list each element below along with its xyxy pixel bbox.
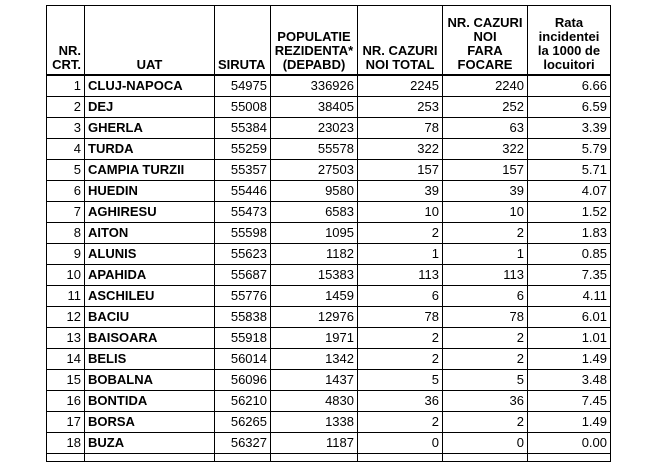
siruta-code: 56327 (215, 432, 271, 453)
table-header (47, 6, 611, 75)
populatie-value: 1437 (271, 369, 358, 390)
table-row (47, 411, 611, 432)
populatie-value: 9580 (271, 180, 358, 201)
table-row (47, 75, 611, 97)
header-uat: UAT (85, 6, 215, 75)
uat-name: BONTIDA (85, 390, 215, 411)
cazuri-total-value: 36 (358, 390, 443, 411)
uat-name: DEJ (85, 96, 215, 117)
rata-incidentei-value: 1.49 (528, 411, 611, 432)
row-number: 7 (47, 201, 85, 222)
uat-name: HUEDIN (85, 180, 215, 201)
table-row (47, 180, 611, 201)
uat-name: AGHIRESU (85, 201, 215, 222)
incidence-table-container (46, 5, 611, 462)
cazuri-fara-focare-value: 252 (443, 96, 528, 117)
row-number: 15 (47, 369, 85, 390)
populatie-value: 1338 (271, 411, 358, 432)
uat-name: BAISOARA (85, 327, 215, 348)
rata-incidentei-value: 0.85 (528, 243, 611, 264)
table-row (47, 117, 611, 138)
cazuri-total-value: 2 (358, 348, 443, 369)
cazuri-fara-focare-value: 36 (443, 390, 528, 411)
table-row (47, 96, 611, 117)
cazuri-fara-focare-value: 63 (443, 117, 528, 138)
uat-name: BACIU (85, 306, 215, 327)
cazuri-total-value: 10 (358, 201, 443, 222)
header-nr-crt: NR. CRT. (47, 6, 85, 75)
cazuri-total-value: 322 (358, 138, 443, 159)
rata-incidentei-value: 5.79 (528, 138, 611, 159)
uat-name: AITON (85, 222, 215, 243)
cazuri-total-value: 2 (358, 222, 443, 243)
row-number: 14 (47, 348, 85, 369)
uat-name: CLUJ-NAPOCA (85, 75, 215, 97)
cazuri-total-value: 2245 (358, 75, 443, 97)
siruta-code: 55838 (215, 306, 271, 327)
rata-incidentei-value: 0.00 (528, 432, 611, 453)
rata-incidentei-value: 4.07 (528, 180, 611, 201)
cazuri-total-value: 6 (358, 285, 443, 306)
cazuri-fara-focare-value: 6 (443, 285, 528, 306)
header-cazuri-total: NR. CAZURI NOI TOTAL (358, 6, 443, 75)
cazuri-total-value: 253 (358, 96, 443, 117)
cazuri-total-value: 2 (358, 411, 443, 432)
cazuri-total-value: 113 (358, 264, 443, 285)
rata-incidentei-value: 6.59 (528, 96, 611, 117)
siruta-code: 55776 (215, 285, 271, 306)
table-row (47, 138, 611, 159)
rata-incidentei-value: 7.35 (528, 264, 611, 285)
populatie-value: 55578 (271, 138, 358, 159)
siruta-code: 56014 (215, 348, 271, 369)
table-row (47, 432, 611, 453)
row-number: 1 (47, 75, 85, 97)
uat-name: BUZA (85, 432, 215, 453)
siruta-code: 55384 (215, 117, 271, 138)
rata-incidentei-value: 1.01 (528, 327, 611, 348)
siruta-code: 55598 (215, 222, 271, 243)
cazuri-total-value: 5 (358, 369, 443, 390)
rata-incidentei-value: 6.01 (528, 306, 611, 327)
uat-name: BORSA (85, 411, 215, 432)
populatie-value: 23023 (271, 117, 358, 138)
row-number: 5 (47, 159, 85, 180)
rata-incidentei-value: 1.49 (528, 348, 611, 369)
rata-incidentei-value: 5.71 (528, 159, 611, 180)
populatie-value: 15383 (271, 264, 358, 285)
populatie-value: 4830 (271, 390, 358, 411)
cazuri-fara-focare-value: 157 (443, 159, 528, 180)
cazuri-total-value: 39 (358, 180, 443, 201)
row-number: 3 (47, 117, 85, 138)
rata-incidentei-value: 6.66 (528, 75, 611, 97)
siruta-code: 54975 (215, 75, 271, 97)
uat-name: CAMPIA TURZII (85, 159, 215, 180)
uat-name: APAHIDA (85, 264, 215, 285)
cazuri-fara-focare-value: 1 (443, 243, 528, 264)
table-row (47, 306, 611, 327)
siruta-code: 56210 (215, 390, 271, 411)
table-row (47, 285, 611, 306)
cazuri-fara-focare-value: 2 (443, 348, 528, 369)
incidence-table (46, 5, 611, 462)
row-number: 9 (47, 243, 85, 264)
cazuri-fara-focare-value: 322 (443, 138, 528, 159)
uat-name: ALUNIS (85, 243, 215, 264)
cazuri-fara-focare-value: 2 (443, 411, 528, 432)
row-number: 10 (47, 264, 85, 285)
siruta-code: 56096 (215, 369, 271, 390)
table-row (47, 243, 611, 264)
siruta-code: 55446 (215, 180, 271, 201)
populatie-value: 6583 (271, 201, 358, 222)
uat-name: BELIS (85, 348, 215, 369)
rata-incidentei-value: 4.11 (528, 285, 611, 306)
cazuri-total-value: 1 (358, 243, 443, 264)
rata-incidentei-value: 1.52 (528, 201, 611, 222)
table-row (47, 327, 611, 348)
cazuri-fara-focare-value: 2240 (443, 75, 528, 97)
row-number: 13 (47, 327, 85, 348)
populatie-value: 1182 (271, 243, 358, 264)
cazuri-fara-focare-value: 113 (443, 264, 528, 285)
cazuri-fara-focare-value: 0 (443, 432, 528, 453)
cazuri-total-value: 78 (358, 306, 443, 327)
table-body (47, 75, 611, 462)
table-row (47, 264, 611, 285)
header-populatie: POPULATIE REZIDENTA* (DEPABD) (271, 6, 358, 75)
uat-name: GHERLA (85, 117, 215, 138)
siruta-code: 55623 (215, 243, 271, 264)
populatie-value: 1342 (271, 348, 358, 369)
table-row (47, 222, 611, 243)
rata-incidentei-value: 1.83 (528, 222, 611, 243)
cazuri-total-value: 0 (358, 432, 443, 453)
row-number: 2 (47, 96, 85, 117)
populatie-value: 1187 (271, 432, 358, 453)
row-number: 12 (47, 306, 85, 327)
cazuri-fara-focare-value: 2 (443, 222, 528, 243)
populatie-value: 12976 (271, 306, 358, 327)
cazuri-total-value: 78 (358, 117, 443, 138)
header-cazuri-fara-focare: NR. CAZURI NOI FARA FOCARE (443, 6, 528, 75)
table-row (47, 159, 611, 180)
table-row (47, 201, 611, 222)
uat-name: BOBALNA (85, 369, 215, 390)
cazuri-fara-focare-value: 5 (443, 369, 528, 390)
table-row (47, 369, 611, 390)
populatie-value: 1459 (271, 285, 358, 306)
cazuri-fara-focare-value: 2 (443, 327, 528, 348)
uat-name: TURDA (85, 138, 215, 159)
siruta-code: 55473 (215, 201, 271, 222)
row-number: 6 (47, 180, 85, 201)
siruta-code: 55259 (215, 138, 271, 159)
populatie-value: 1095 (271, 222, 358, 243)
cazuri-fara-focare-value: 10 (443, 201, 528, 222)
row-number: 16 (47, 390, 85, 411)
table-row (47, 348, 611, 369)
row-number: 18 (47, 432, 85, 453)
header-rata-incidentei: Rata incidentei la 1000 de locuitori (528, 6, 611, 75)
populatie-value: 336926 (271, 75, 358, 97)
cazuri-fara-focare-value: 78 (443, 306, 528, 327)
populatie-value: 27503 (271, 159, 358, 180)
rata-incidentei-value: 7.45 (528, 390, 611, 411)
header-siruta: SIRUTA (215, 6, 271, 75)
row-number: 11 (47, 285, 85, 306)
siruta-code: 55687 (215, 264, 271, 285)
row-number: 4 (47, 138, 85, 159)
cazuri-total-value: 157 (358, 159, 443, 180)
siruta-code: 55918 (215, 327, 271, 348)
uat-name: ASCHILEU (85, 285, 215, 306)
populatie-value: 38405 (271, 96, 358, 117)
table-row (47, 390, 611, 411)
populatie-value: 1971 (271, 327, 358, 348)
siruta-code: 56265 (215, 411, 271, 432)
cazuri-fara-focare-value: 39 (443, 180, 528, 201)
rata-incidentei-value: 3.48 (528, 369, 611, 390)
siruta-code: 55357 (215, 159, 271, 180)
cazuri-total-value: 2 (358, 327, 443, 348)
rata-incidentei-value: 3.39 (528, 117, 611, 138)
row-number: 17 (47, 411, 85, 432)
siruta-code: 55008 (215, 96, 271, 117)
row-number: 8 (47, 222, 85, 243)
